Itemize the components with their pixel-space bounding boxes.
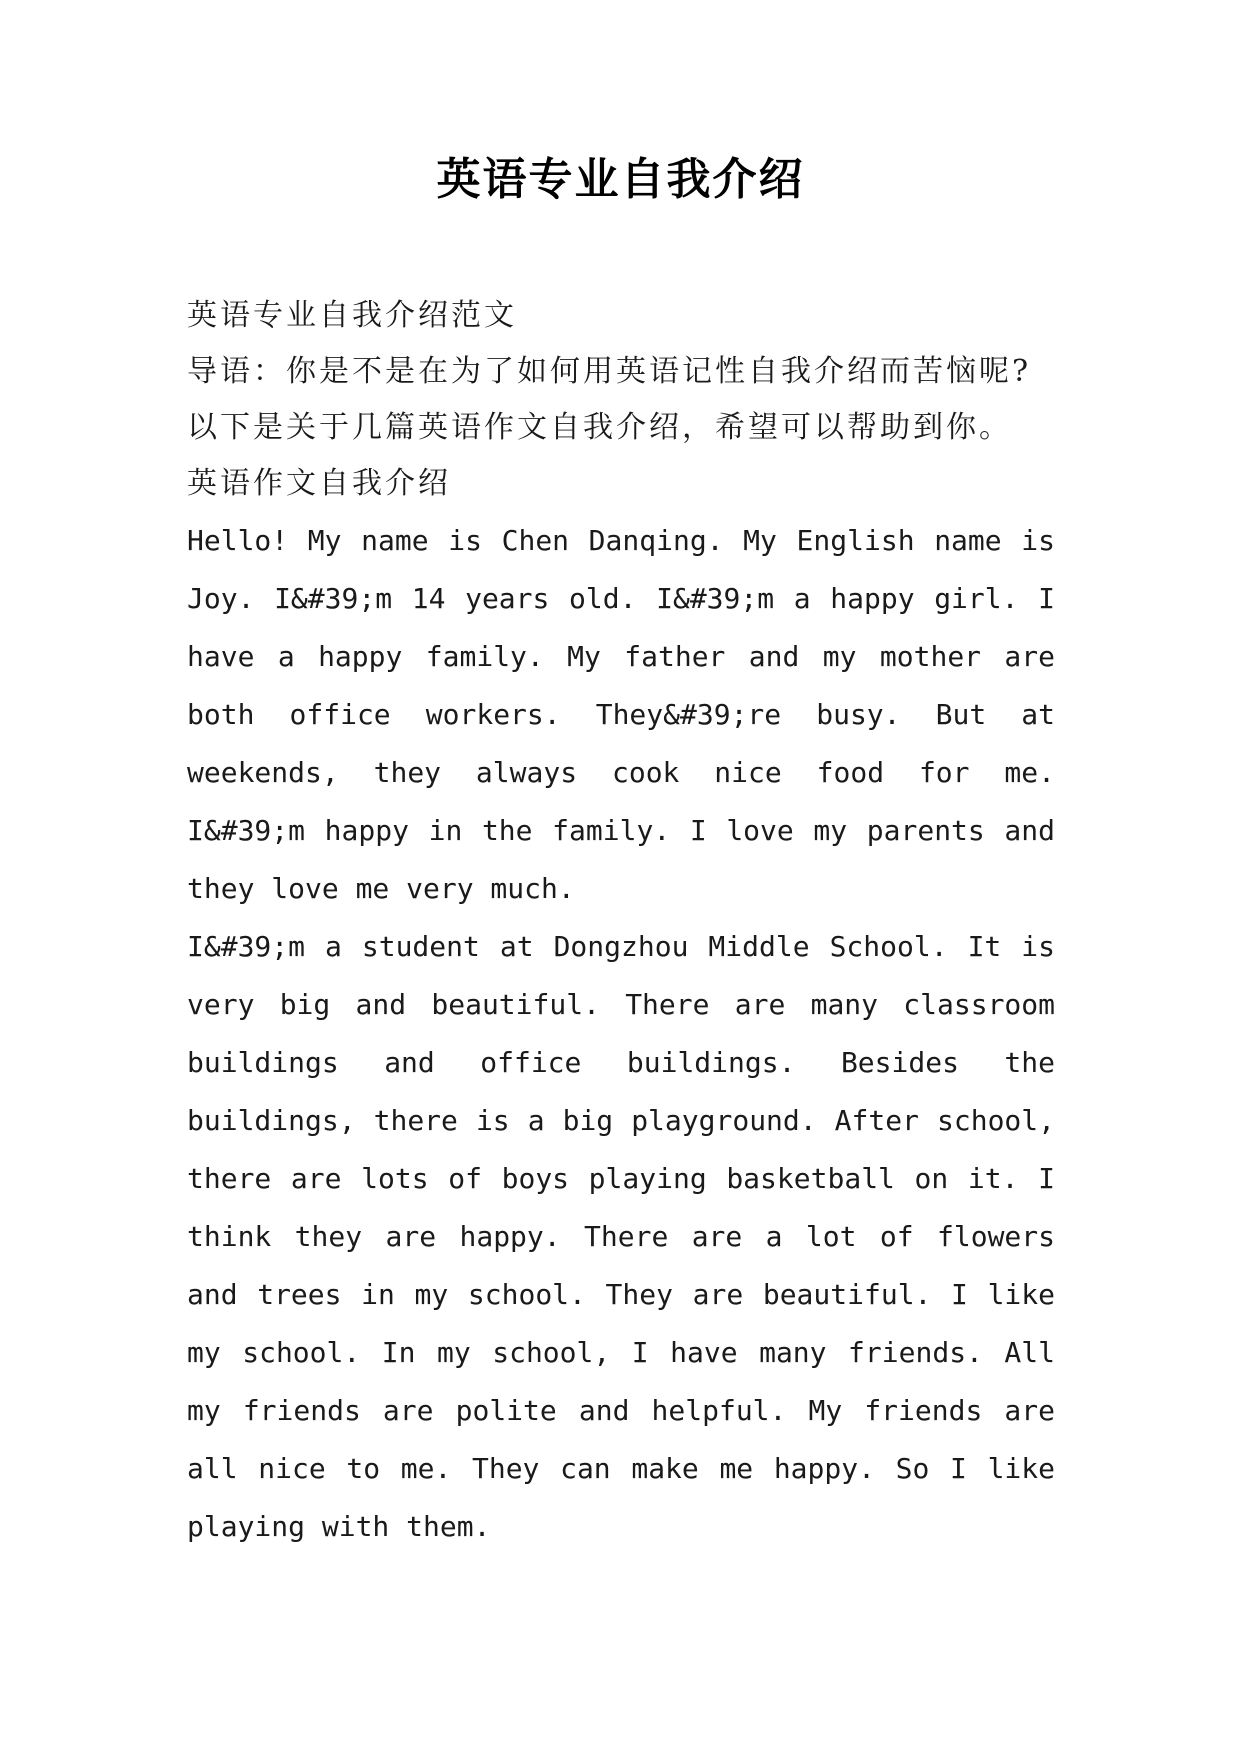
document-subtitle: 英语专业自我介绍范文 [187, 298, 517, 333]
paragraph-1: Hello! My name is Chen Danqing. My English name is Joy. I&#39;m 14 years old. I&#39;m a happy girl. I have a happy family. My father and my mother are both office workers. They&#39;re busy. But at weekends, they always cook nice food for me. I&#39;m happy in the family. I love my parents and they love me very much. [187, 524, 1055, 905]
paragraph-2: I&#39;m a student at Dongzhou Middle School. It is very big and beautiful. There are many classroom buildings and office buildings. Besides the buildings, there is a big playground. After school, there are lots of boys playing basketball on it. I think they are happy. There are a lot of flowers and trees in my school. They are beautiful. I like my school. In my school, I have many friends. All my friends are polite and helpful. My friends are all nice to me. They can make me happy. So I like playing with them. [187, 930, 1055, 1543]
page-title: 英语专业自我介绍 [436, 154, 805, 205]
section-heading: 英语作文自我介绍 [187, 466, 451, 501]
intro-line-2: 以下是关于几篇英语作文自我介绍，希望可以帮助到你。 [187, 410, 1012, 445]
document-body [187, 288, 1055, 1556]
intro-line-1: 导语：你是不是在为了如何用英语记性自我介绍而苦恼呢? [187, 354, 1032, 389]
